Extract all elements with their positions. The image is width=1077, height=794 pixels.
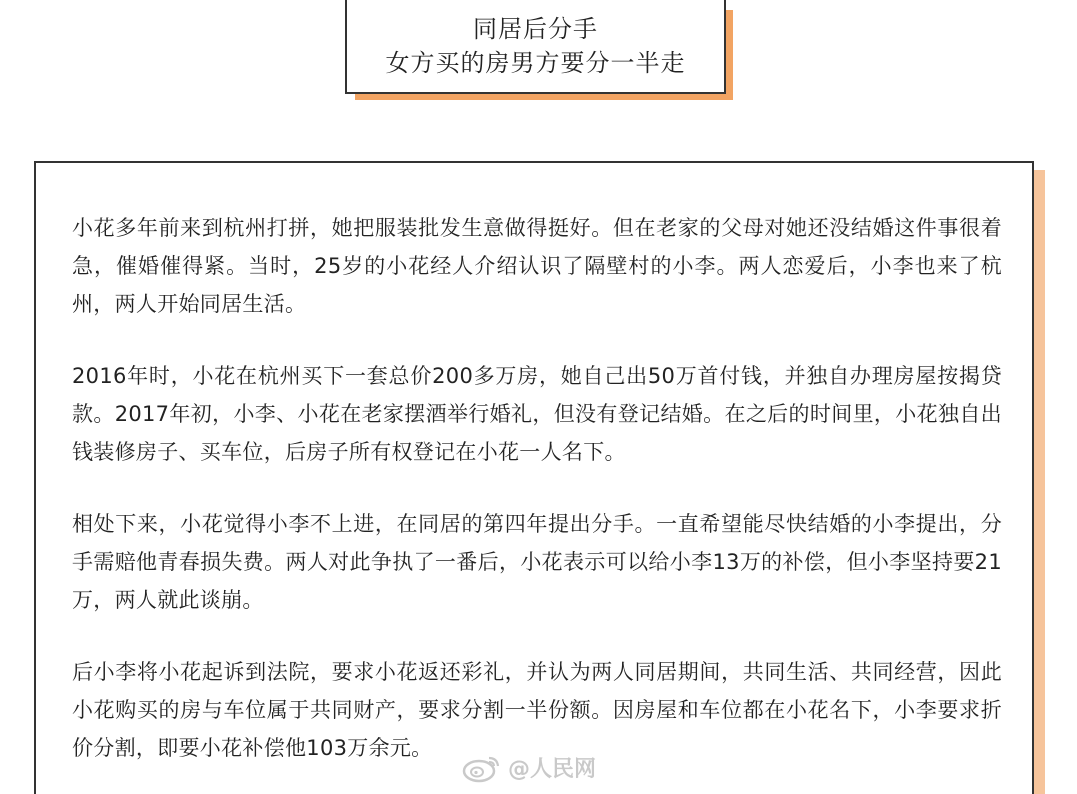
paragraph-1: 小花多年前来到杭州打拼，她把服装批发生意做得挺好。但在老家的父母对她还没结婚这件事很着急，催婚催得紧。当时，25岁的小花经人介绍认识了隔壁村的小李。两人恋爱后，小李也来了杭州，两人开始同居生活。 bbox=[72, 216, 1002, 316]
title-line-1: 同居后分手 bbox=[473, 15, 598, 43]
weibo-icon bbox=[462, 753, 502, 783]
article-body bbox=[72, 209, 1002, 794]
paragraph-2: 2016年时，小花在杭州买下一套总价200多万房，她自己出50万首付钱，并独自办理房屋按揭贷款。2017年初，小李、小花在老家摆酒举行婚礼，但没有登记结婚。在之后的时间里，小花独自出钱装修房子、买车位，后房子所有权登记在小花一人名下。 bbox=[72, 364, 1002, 464]
watermark-text: @人民网 bbox=[508, 757, 597, 782]
article-box bbox=[34, 161, 1034, 794]
paragraph-4: 后小李将小花起诉到法院，要求小花返还彩礼，并认为两人同居期间，共同生活、共同经营，因此小花购买的房与车位属于共同财产，要求分割一半份额。因房屋和车位都在小花名下，小李要求折价分割，即要小花补偿他103万余元。 bbox=[72, 660, 1002, 760]
paragraph-3: 相处下来，小花觉得小李不上进，在同居的第四年提出分手。一直希望能尽快结婚的小李提出，分手需赔他青春损失费。两人对此争执了一番后，小花表示可以给小李13万的补偿，但小李坚持要21万，两人就此谈崩。 bbox=[72, 512, 1002, 612]
title-box bbox=[345, 0, 726, 94]
title-line-2: 女方买的房男方要分一半走 bbox=[385, 49, 686, 77]
watermark bbox=[462, 752, 596, 783]
